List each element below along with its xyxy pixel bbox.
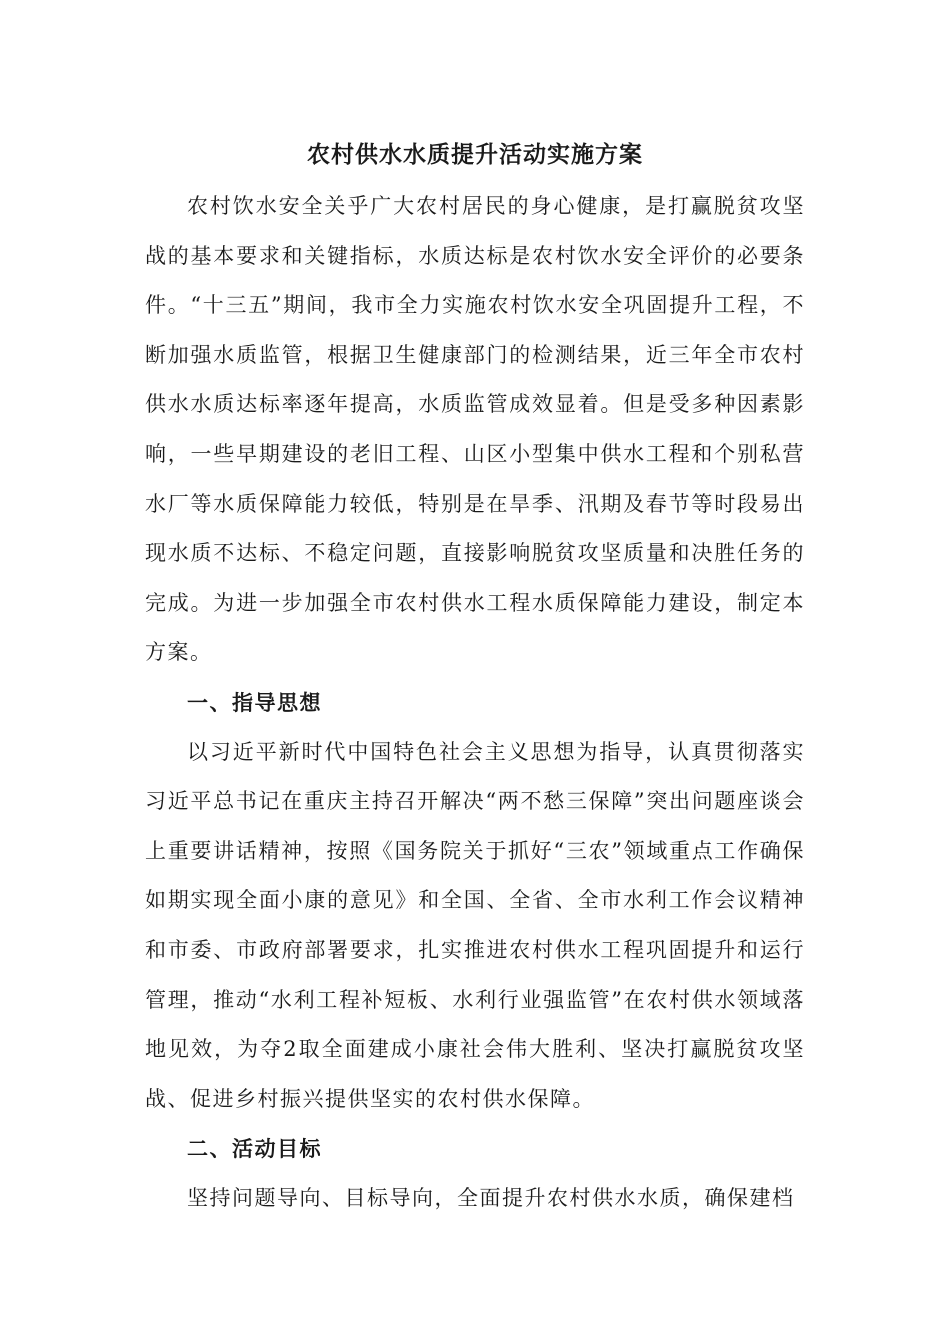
document-body	[145, 128, 805, 1223]
section-body-activity-goals: 坚持问题导向、目标导向，全面提升农村供水水质，确保建档	[187, 1185, 795, 1210]
intro-paragraph: 农村饮水安全关乎广大农村居民的身心健康，是打赢脱贫攻坚战的基本要求和关键指标，水质达标是农村饮水安全评价的必要条件。“十三五”期间，我市全力实施农村饮水安全巩固提升工程，不断加强水质监管，根据卫生健康部门的检测结果，近三年全市农村供水水质达标率逐年提高，水质监管成效显着。但是受多种因素影响，一些早期建设的老旧工程、山区小型集中供水工程和个别私营水厂等水质保障能力较低，特别是在旱季、汛期及春节等时段易出现水质不达标、不稳定问题，直接影响脱贫攻坚质量和决胜任务的完成。为进一步加强全市农村供水工程水质保障能力建设，制定本方案。	[145, 194, 805, 665]
section-heading-guiding-ideology: 一、指导思想	[187, 689, 322, 715]
document-title: 农村供水水质提升活动实施方案	[307, 141, 643, 168]
section-body-guiding-ideology: 以习近平新时代中国特色社会主义思想为指导，认真贯彻落实习近平总书记在重庆主持召开解决“两不愁三保障”突出问题座谈会上重要讲话精神，按照《国务院关于抓好“三农”领域重点工作确保如期实现全面小康的意见》和全国、全省、全市水利工作会议精神和市委、市政府部署要求，扎实推进农村供水工程巩固提升和运行管理，推动“水利工程补短板、水利行业强监管”在农村供水领域落地见效，为夺2取全面建成小康社会伟大胜利、坚决打赢脱贫攻坚战、促进乡村振兴提供坚实的农村供水保障。	[145, 739, 805, 1111]
section-heading-activity-goals: 二、活动目标	[187, 1136, 322, 1162]
